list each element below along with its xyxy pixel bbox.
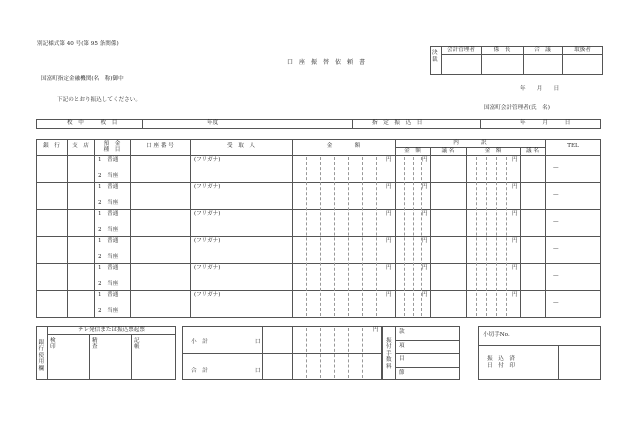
- tel-dash: —: [553, 165, 559, 171]
- stamp-seisa: 精査: [92, 338, 98, 351]
- th-breakdown: 内 訳: [453, 139, 487, 146]
- breakdown-yen-2: 円: [512, 238, 518, 244]
- th-fee-item-2: 議 名: [526, 148, 539, 154]
- digit-guide: [476, 157, 477, 316]
- tel-dash: —: [553, 192, 559, 198]
- row-divider: [36, 182, 601, 183]
- row-divider: [36, 236, 601, 237]
- deposit-toza: 2 当座: [98, 173, 119, 179]
- th-amount: 金 額: [326, 143, 361, 149]
- role-consult: 合 議: [534, 46, 551, 53]
- th-account-no: 口 座 番 号: [146, 143, 174, 149]
- stamp-date-label: 振 込 済 日 付 印: [487, 356, 515, 370]
- amount-yen: 円: [386, 265, 392, 271]
- tel-dash: —: [553, 300, 559, 306]
- stamp-kenin: 検印: [50, 338, 56, 351]
- tel-dash: —: [553, 273, 559, 279]
- row-divider: [36, 209, 601, 210]
- fee-label: 振付手数料: [386, 338, 392, 370]
- role-accountant: 会計管理者: [447, 46, 475, 53]
- official-name: 国富町会計管理者(氏 名): [484, 105, 550, 111]
- th-fee-item-1: 議 名: [441, 148, 455, 154]
- breakdown-yen-1: 円: [422, 211, 428, 217]
- tel-dash: —: [553, 219, 559, 225]
- digit-guide: [376, 157, 377, 316]
- digit-guide: [496, 157, 497, 316]
- amount-yen: 円: [386, 184, 392, 190]
- total-label: 合 計: [191, 368, 208, 374]
- bank-use-label: 銀行使用欄: [38, 340, 45, 372]
- breakdown-yen-2: 円: [512, 211, 518, 217]
- digit-guide: [421, 157, 422, 316]
- digit-guide: [348, 157, 349, 316]
- role-handler: 取扱者: [574, 46, 591, 53]
- th-deposit-type: 預 金 種 目: [103, 140, 121, 154]
- subtotal-label: 小 計: [191, 339, 208, 345]
- breakdown-yen-1: 円: [422, 238, 428, 244]
- fee-row-kan: 款: [399, 329, 405, 335]
- fiscal-year: 年度: [207, 120, 219, 126]
- subtotal-yen: 円: [373, 327, 379, 333]
- amount-yen: 円: [386, 292, 392, 298]
- stamp-kicho: 記帳: [134, 338, 140, 351]
- deposit-toza: 2 当座: [98, 200, 119, 206]
- recipient-furigana: (フリガナ): [194, 157, 221, 163]
- fee-row-setsu: 節: [399, 370, 405, 376]
- form-title: 口 座 振 替 依 頼 書: [287, 59, 366, 66]
- sheets-label: 枚 中 枚 目: [67, 120, 118, 126]
- amount-yen: 円: [386, 238, 392, 244]
- digit-guide: [506, 157, 507, 316]
- tel-dash: —: [553, 246, 559, 252]
- breakdown-yen-1: 円: [422, 292, 428, 298]
- amount-yen: 円: [386, 211, 392, 217]
- digit-guide: [486, 157, 487, 316]
- th-amount-sub-2: 金 額: [484, 148, 502, 154]
- digit-guide: [362, 157, 363, 316]
- deposit-futsu: 1 普通: [98, 157, 119, 163]
- th-bank: 銀 行: [43, 143, 60, 149]
- digit-guide: [320, 157, 321, 316]
- deposit-futsu: 1 普通: [98, 265, 119, 271]
- recipient-furigana: (フリガナ): [194, 238, 221, 244]
- digit-guide: [413, 157, 414, 316]
- recipient-furigana: (フリガナ): [194, 265, 221, 271]
- deposit-futsu: 1 普通: [98, 292, 119, 298]
- recipient-furigana: (フリガナ): [194, 211, 221, 217]
- addressee: 国富町指定金融機関(名 称)御中: [41, 76, 124, 82]
- digit-guide: [306, 157, 307, 316]
- breakdown-yen-1: 円: [422, 265, 428, 271]
- breakdown-yen-2: 円: [512, 184, 518, 190]
- approval-label: 決裁: [432, 50, 438, 64]
- breakdown-yen-2: 円: [512, 292, 518, 298]
- row-divider: [36, 263, 601, 264]
- role-chief: 係 長: [493, 46, 511, 53]
- recipient-furigana: (フリガナ): [194, 292, 221, 298]
- th-tel: TEL: [567, 143, 579, 149]
- breakdown-yen-2: 円: [512, 157, 518, 163]
- deposit-futsu: 1 普通: [98, 184, 119, 190]
- fee-row-ko: 項: [399, 343, 405, 349]
- date-line: 年 月 日: [520, 86, 560, 92]
- request-text: 下記のとおり振込してください。: [57, 97, 141, 103]
- breakdown-yen-1: 円: [422, 184, 428, 190]
- th-recipient: 受 取 人: [227, 143, 255, 149]
- digit-guide: [334, 157, 335, 316]
- total-unit: 口: [255, 368, 261, 374]
- deposit-futsu: 1 普通: [98, 211, 119, 217]
- summary-row: [36, 119, 601, 129]
- transfer-date-value: 年 月 日: [520, 120, 571, 126]
- tele-label: テレ発信または振込票起票: [77, 327, 145, 333]
- deposit-toza: 2 当座: [98, 254, 119, 260]
- check-no-label: 小切手No.: [483, 332, 510, 338]
- deposit-futsu: 1 普通: [98, 238, 119, 244]
- transfer-date-label: 指 定 振 込 日: [372, 120, 423, 126]
- amount-yen: 円: [386, 157, 392, 163]
- digit-guide: [404, 157, 405, 316]
- fee-row-moku: 目: [399, 356, 405, 362]
- deposit-toza: 2 当座: [98, 308, 119, 314]
- th-amount-sub-1: 金 額: [404, 148, 421, 154]
- form-number: 別記様式第 40 号(第 95 条関係): [37, 41, 119, 47]
- th-branch: 支 店: [72, 143, 89, 149]
- breakdown-yen-2: 円: [512, 265, 518, 271]
- subtotal-unit: 口: [255, 339, 261, 345]
- row-divider: [36, 290, 601, 291]
- deposit-toza: 2 当座: [98, 227, 119, 233]
- deposit-toza: 2 当座: [98, 281, 119, 287]
- breakdown-yen-1: 円: [422, 157, 428, 163]
- recipient-furigana: (フリガナ): [194, 184, 221, 190]
